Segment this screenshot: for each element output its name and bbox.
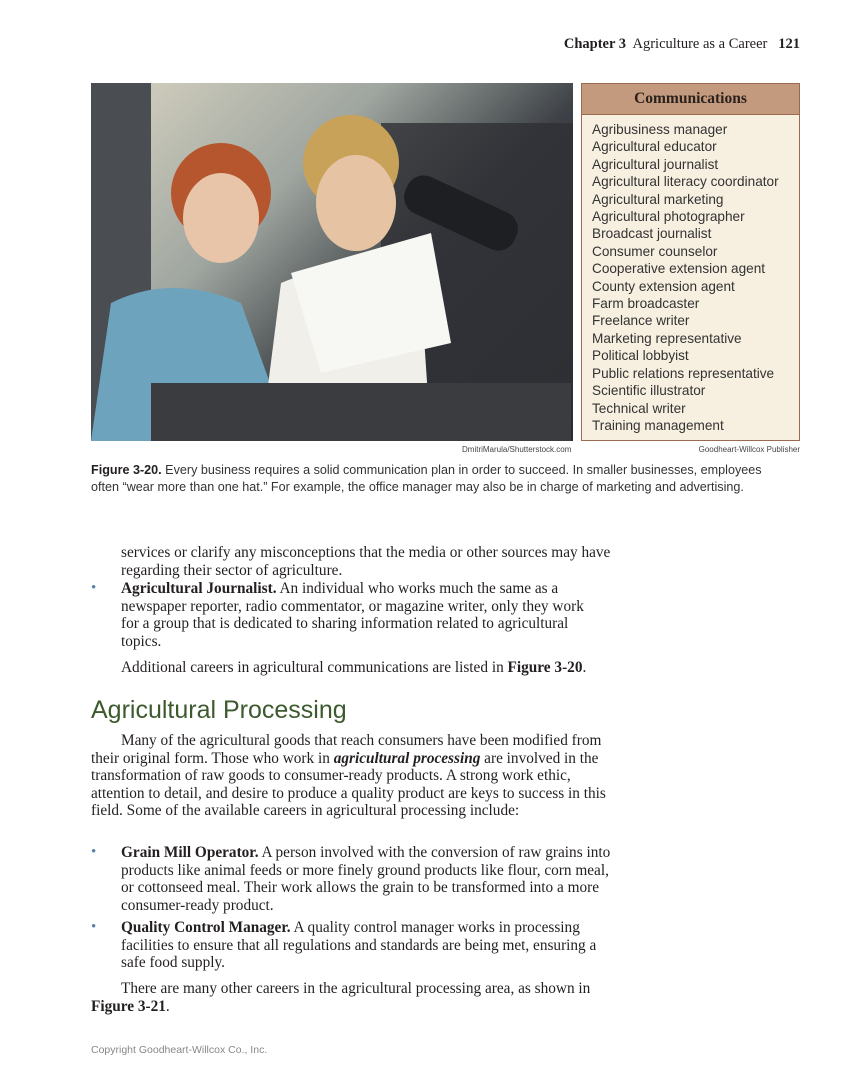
photo-illustration <box>91 83 573 441</box>
text: Additional careers in agricultural communications are listed in <box>121 659 508 676</box>
text: There are many other careers in the agricultural processing area, as shown in <box>121 980 591 997</box>
career-item: County extension agent <box>592 278 735 294</box>
additional-careers-paragraph <box>91 659 621 677</box>
career-item: Public relations representative <box>592 365 775 381</box>
career-item: Training management <box>592 417 724 433</box>
bullet-icon: • <box>91 844 97 860</box>
figure-reference: Figure 3-20 <box>507 659 583 676</box>
chapter-title: Agriculture as a Career <box>632 36 768 52</box>
text: are involved in the transformation of raw goods to consumer-ready products. A strong work ethic, attention to detail, and desire to produce a quality product are keys to success in this field. Some of the available careers in agricultural processing include: <box>91 749 606 820</box>
section-heading: Agricultural Processing <box>91 696 347 724</box>
bullet-text: A quality control manager works in processing facilities to ensure that all regulations and standards are being met, ensuring a safe food supply. <box>121 919 597 972</box>
figure-caption <box>91 462 771 495</box>
bullet-grain-mill-operator <box>91 844 611 914</box>
career-item: Scientific illustrator <box>592 383 706 399</box>
box-title: Communications <box>582 84 799 115</box>
career-item: Technical writer <box>592 400 686 416</box>
career-item: Agricultural marketing <box>592 191 724 207</box>
bullet-text: An individual who works much the same as a newspaper reporter, radio commentator, or magazine writer, only they work for a group that is dedicated to sharing information related to agricultural topics. <box>121 580 584 650</box>
bullet-term: Agricultural Journalist. <box>121 580 277 597</box>
figure-reference: Figure 3-21 <box>91 997 166 1015</box>
final-paragraph <box>91 980 591 1015</box>
running-head <box>564 36 800 53</box>
career-item: Cooperative extension agent <box>592 261 766 277</box>
bullet-agricultural-journalist <box>91 580 601 650</box>
bullet-term: Quality Control Manager. <box>121 919 291 936</box>
caption-label: Figure 3-20. <box>91 463 162 477</box>
caption-text: Every business requires a solid communication plan in order to succeed. In smaller businesses, employees often “wear more than one hat.” For example, the office manager may also be in charge of marketing and advertising. <box>91 463 762 494</box>
text: . <box>582 659 587 676</box>
career-item: Broadcast journalist <box>592 226 712 242</box>
copyright-notice: Copyright Goodheart-Willcox Co., Inc. <box>91 1044 268 1056</box>
box-credit: Goodheart-Willcox Publisher <box>698 445 800 454</box>
career-item: Marketing representative <box>592 330 742 346</box>
career-item: Agricultural photographer <box>592 209 745 225</box>
radio-studio-photo <box>91 83 573 441</box>
career-item: Consumer counselor <box>592 243 718 259</box>
career-item: Agricultural educator <box>592 139 717 155</box>
career-item: Freelance writer <box>592 313 690 329</box>
chapter-label: Chapter 3 <box>563 36 627 52</box>
bullet-icon: • <box>91 580 97 596</box>
career-item: Agricultural journalist <box>592 156 719 172</box>
career-list <box>582 115 799 434</box>
text: . <box>165 997 170 1015</box>
key-term: agricultural processing <box>333 749 481 767</box>
processing-paragraph <box>91 732 621 820</box>
continued-paragraph: services or clarify any misconceptions that the media or other sources may have regarding their sector of agriculture. <box>121 544 611 579</box>
photo-credit: DmitriMarula/Shutterstock.com <box>462 445 572 454</box>
bullet-text: A person involved with the conversion of raw grains into products like animal feeds or more finely ground products like flour, corn meal, or cottonseed meal. Their work allows the grain to be transformed into a more consumer-ready product. <box>121 844 611 914</box>
bullet-icon: • <box>91 919 97 935</box>
bullet-quality-control-manager <box>91 919 621 972</box>
career-item: Farm broadcaster <box>592 296 700 312</box>
text: Many of the agricultural goods that reach consumers have been modified from their original form. Those who work in <box>91 732 602 767</box>
career-item: Agribusiness manager <box>592 122 728 137</box>
career-item: Agricultural literacy coordinator <box>592 174 779 190</box>
bullet-term: Grain Mill Operator. <box>121 844 259 861</box>
communications-careers-box <box>581 83 800 441</box>
page-number: 121 <box>778 36 800 52</box>
career-item: Political lobbyist <box>592 348 689 364</box>
